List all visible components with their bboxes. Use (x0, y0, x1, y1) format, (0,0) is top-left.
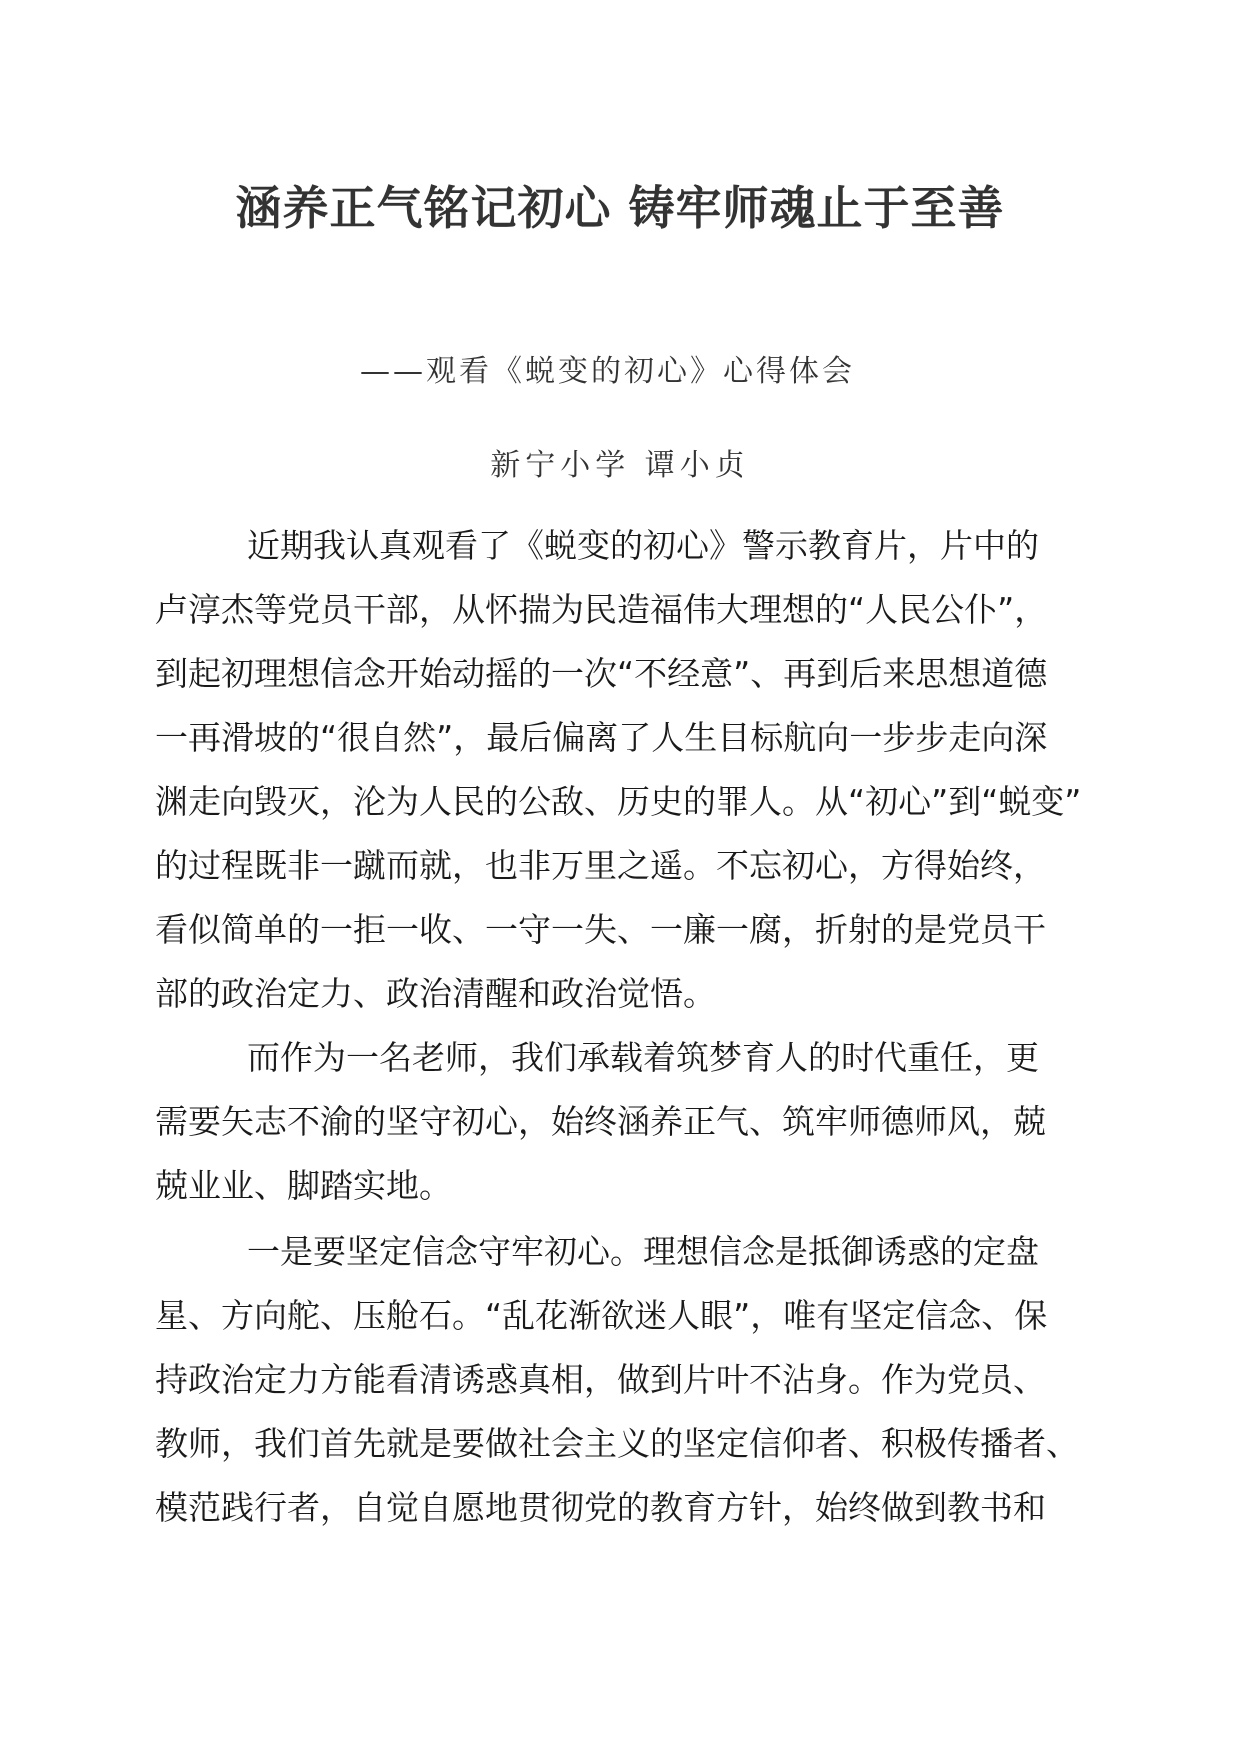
paragraph-line: 而作为一名老师，我们承载着筑梦育人的时代重任，更 (247, 1038, 1039, 1077)
paragraph-2 (155, 1026, 1085, 1218)
paragraph-line: 持政治定力方能看清诱惑真相，做到片叶不沾身。作为党员、 (155, 1360, 1046, 1399)
paragraph-line: 模范践行者，自觉自愿地贯彻党的教育方针，始终做到教书和 (155, 1488, 1046, 1527)
document-subtitle: ——观看《蜕变的初心》心得体会 (360, 354, 855, 389)
paragraph-line: 兢业业、脚踏实地。 (155, 1166, 452, 1205)
paragraph-line: 的过程既非一蹴而就，也非万里之遥。不忘初心，方得始终， (155, 846, 1046, 885)
paragraph-line: 看似简单的一拒一收、一守一失、一廉一腐，折射的是党员干 (155, 910, 1046, 949)
paragraph-line: 近期我认真观看了《蜕变的初心》警示教育片，片中的 (247, 526, 1039, 565)
paragraph-line: 部的政治定力、政治清醒和政治觉悟。 (155, 974, 716, 1013)
paragraph-line: 渊走向毁灭，沦为人民的公敌、历史的罪人。从“初心”到“蜕变” (155, 782, 1082, 821)
paragraph-line: 卢淳杰等党员干部，从怀揣为民造福伟大理想的“人民公仆”， (155, 590, 1048, 629)
paragraph-line: 到起初理想信念开始动摇的一次“不经意”、再到后来思想道德 (155, 654, 1048, 693)
paragraph-line: 一再滑坡的“很自然”，最后偏离了人生目标航向一步步走向深 (155, 718, 1048, 757)
paragraph-line: 教师，我们首先就是要做社会主义的坚定信仰者、积极传播者、 (155, 1424, 1079, 1463)
document-author: 新宁小学 谭小贞 (490, 448, 750, 483)
paragraph-3 (155, 1220, 1085, 1540)
paragraph-line: 星、方向舵、压舱石。“乱花渐欲迷人眼”，唯有坚定信念、保 (155, 1296, 1048, 1335)
document-title: 涵养正气铭记初心 铸牢师魂止于至善 (235, 181, 1005, 235)
paragraph-1 (155, 514, 1085, 1026)
paragraph-line: 需要矢志不渝的坚守初心，始终涵养正气、筑牢师德师风，兢 (155, 1102, 1046, 1141)
paragraph-line: 一是要坚定信念守牢初心。理想信念是抵御诱惑的定盘 (247, 1232, 1039, 1271)
